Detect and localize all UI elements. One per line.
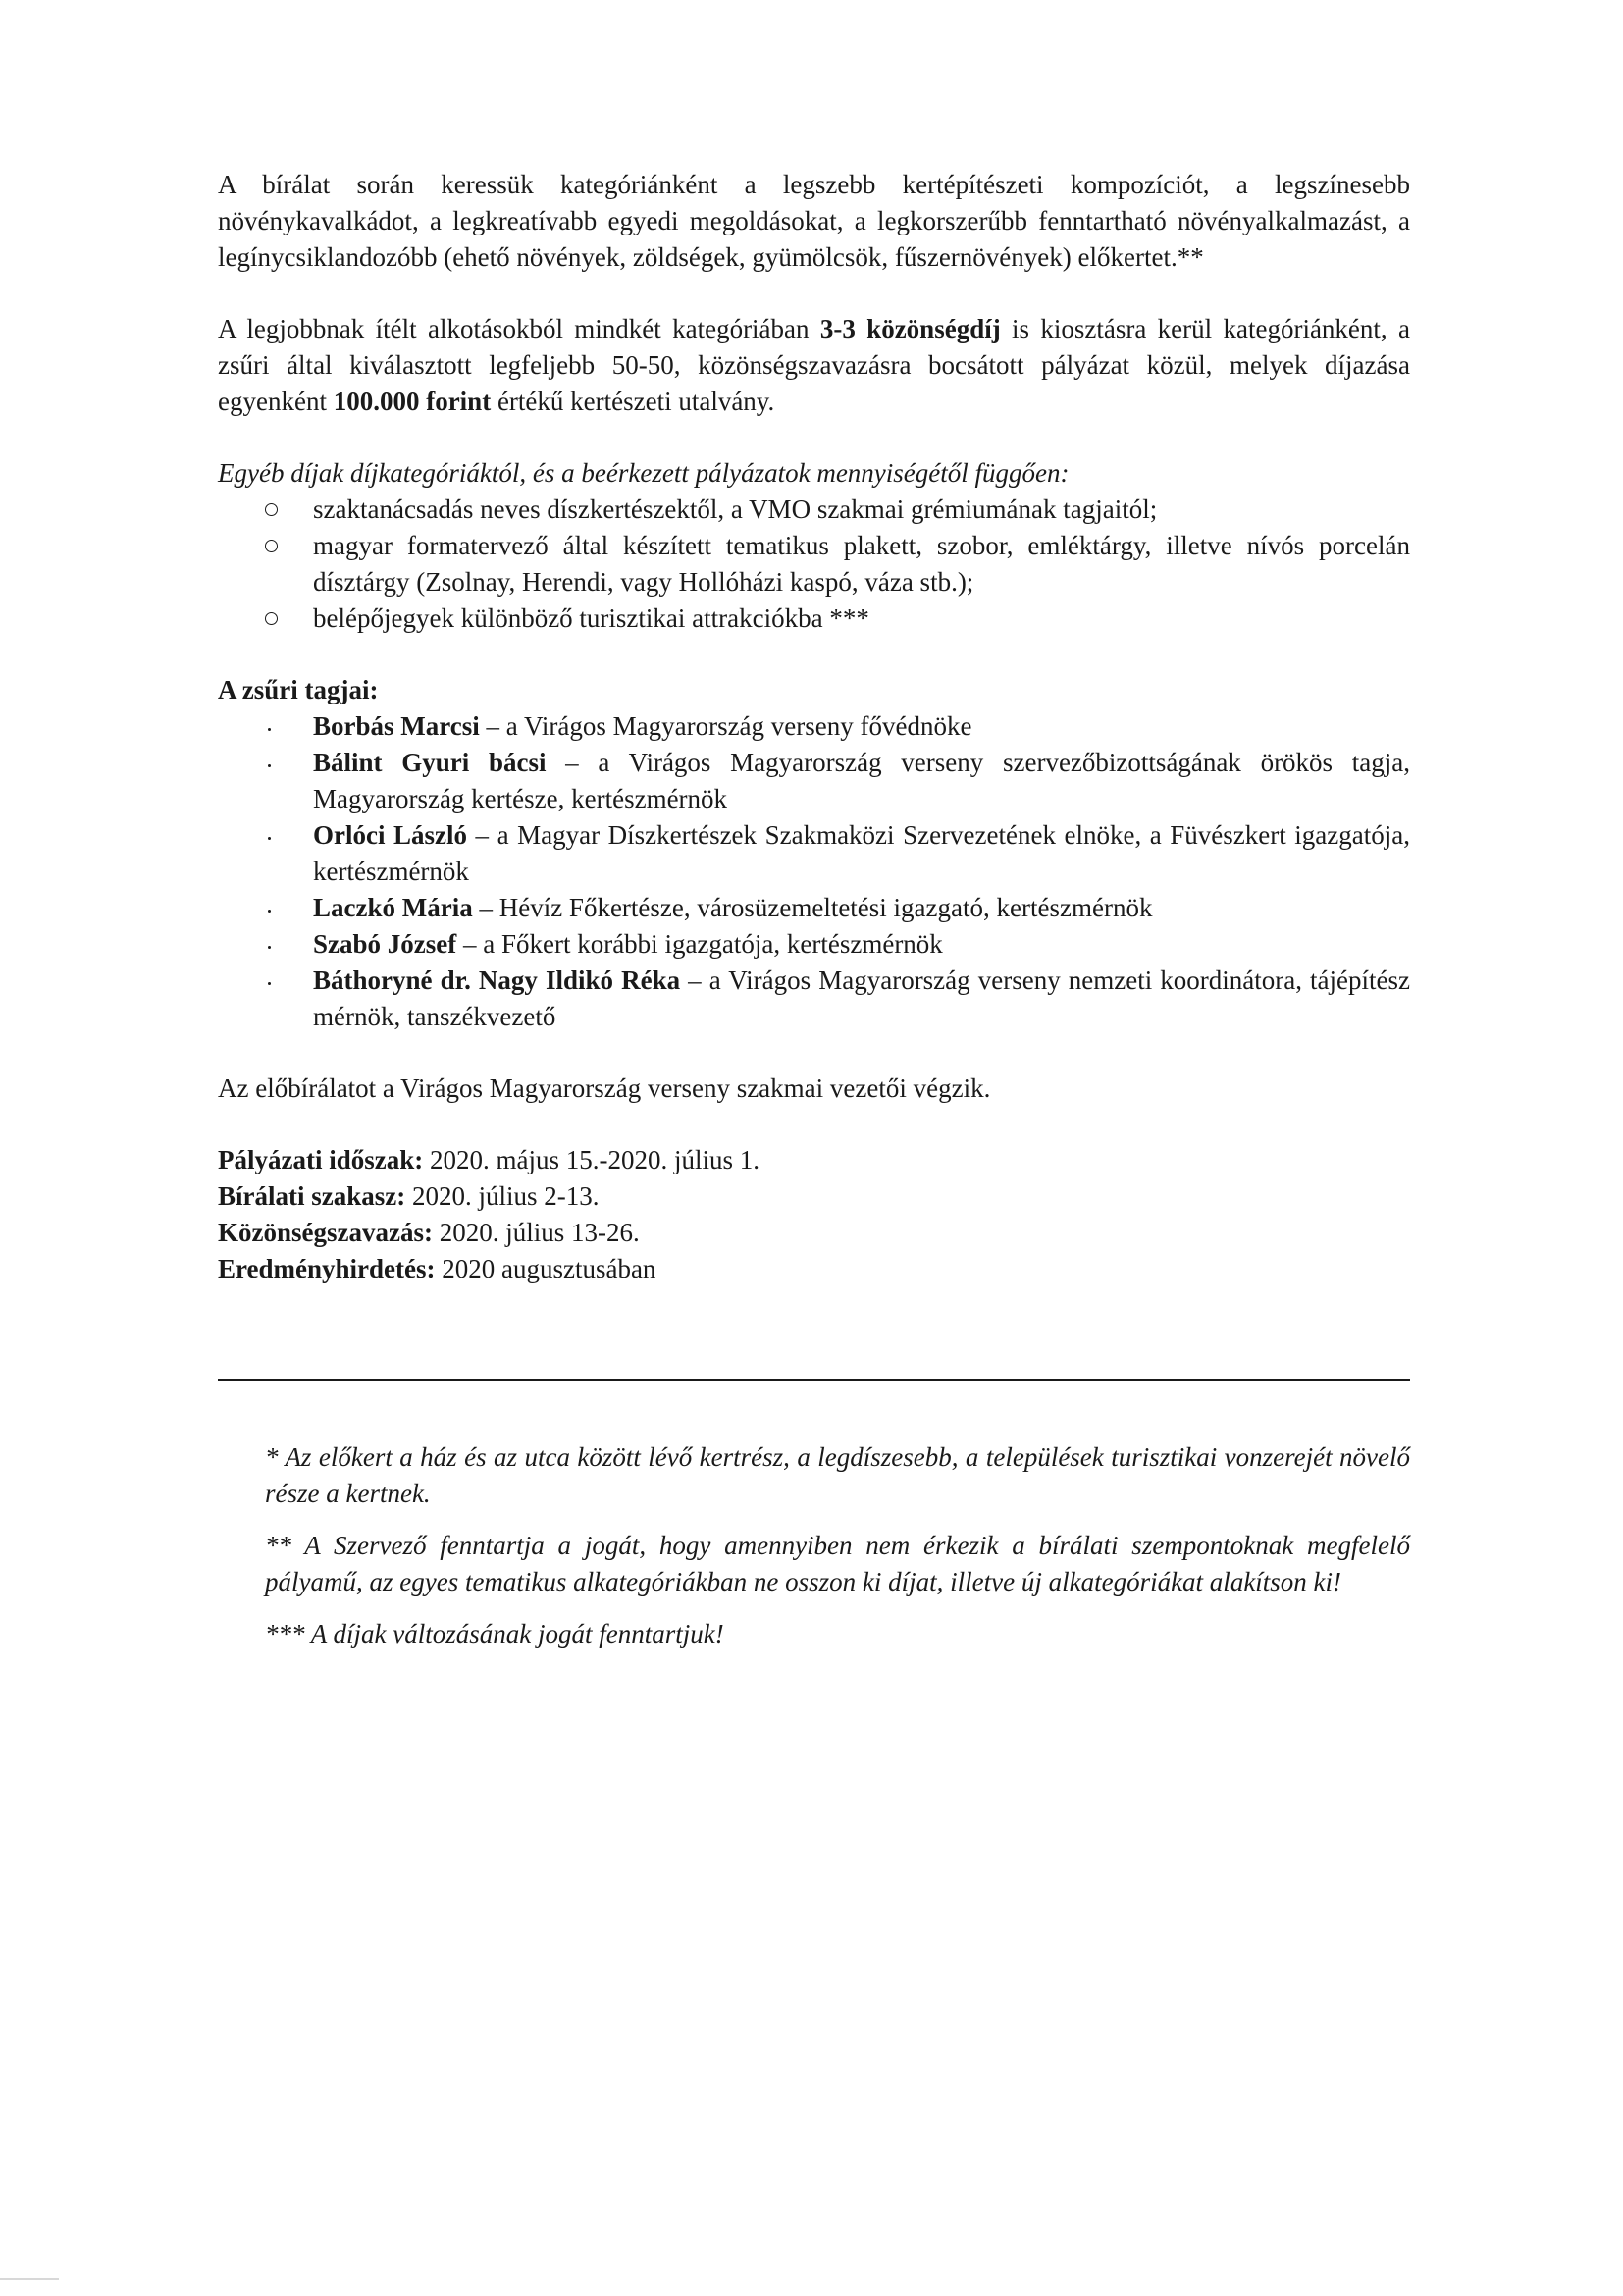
schedule-value: 2020. július 13-26. xyxy=(432,1218,640,1247)
footnotes-section xyxy=(265,1439,1410,1668)
prize-item xyxy=(218,528,1410,600)
schedule-value: 2020. július 2-13. xyxy=(405,1181,600,1211)
jury-member-role: – a Virágos Magyarország verseny nemzeti koordinátora, tájépítész mérnök, tanszékvezető xyxy=(313,965,1410,1031)
other-prizes-list xyxy=(218,492,1410,637)
jury-member-role: – a Magyar Díszkertészek Szakmaközi Szervezetének elnöke, a Füvészkert igazgatója, kertészmérnök xyxy=(313,820,1410,886)
jury-member xyxy=(218,817,1410,890)
prize-item xyxy=(218,492,1410,528)
dot-bullet-icon xyxy=(268,837,271,840)
jury-member xyxy=(218,745,1410,817)
audience-bold-count: 3-3 közönségdíj xyxy=(819,314,1001,343)
jury-member-name: Laczkó Mária xyxy=(313,893,473,922)
dot-bullet-icon xyxy=(268,728,271,731)
prize-item-text: magyar formatervező által készített tematikus plakett, szobor, emléktárgy, illetve nívós porcelán dísztárgy (Zsolnay, Herendi, vagy Hollóházi kaspó, váza stb.); xyxy=(313,531,1410,597)
jury-member-name: Borbás Marcsi xyxy=(313,711,480,741)
circle-bullet-icon xyxy=(265,540,278,552)
jury-section xyxy=(218,672,1410,1035)
jury-member-name: Orlóci László xyxy=(313,820,468,850)
audience-text-3: értékű kertészeti utalvány. xyxy=(491,387,775,416)
prize-item-text: belépőjegyek különböző turisztikai attrakciókba *** xyxy=(313,603,869,633)
jury-list xyxy=(218,708,1410,1035)
circle-bullet-icon xyxy=(265,612,278,625)
dot-bullet-icon xyxy=(268,910,271,913)
jury-member xyxy=(218,926,1410,963)
intro-paragraph: A bírálat során keressük kategóriánként a legszebb kertépítészeti kompozíciót, a legszínesebb növénykavalkádot, a legkreatívabb egyedi megoldásokat, a legkorszerűbb fenntartható növényalkalmazást, a legínycsiklandozóbb (ehető növények, zöldségek, gyümölcsök, fűszernövények) előkertet.** xyxy=(218,170,1410,272)
schedule-section xyxy=(218,1142,1410,1287)
schedule-label: Eredményhirdetés: xyxy=(218,1254,436,1283)
prize-item-text: szaktanácsadás neves díszkertészektől, a VMO szakmai grémiumának tagjaitól; xyxy=(313,495,1158,524)
jury-member xyxy=(218,890,1410,926)
jury-member-name: Báthoryné dr. Nagy Ildikó Réka xyxy=(313,965,681,995)
jury-member-role: – Hévíz Főkertésze, városüzemeltetési igazgató, kertészmérnök xyxy=(472,893,1153,922)
prejudge-paragraph: Az előbírálatot a Virágos Magyarország verseny szakmai vezetői végzik. xyxy=(218,1073,991,1103)
jury-member-name: Bálint Gyuri bácsi xyxy=(313,748,547,777)
audience-prize-paragraph xyxy=(218,311,1410,420)
audience-text-1: A legjobbnak ítélt alkotásokból mindkét kategóriában xyxy=(218,314,820,343)
audience-bold-amount: 100.000 forint xyxy=(333,387,492,416)
circle-bullet-icon xyxy=(265,503,278,516)
schedule-label: Közönségszavazás: xyxy=(218,1218,433,1247)
schedule-value: 2020. május 15.-2020. július 1. xyxy=(423,1145,759,1174)
schedule-row xyxy=(218,1178,1410,1215)
audience-text-2: is kiosztásra kerül kategóriánként, a zsűri által kiválasztott legfeljebb 50-50, közönségszavazásra bocsátott pályázat közül, melyek díjazása egyenként xyxy=(218,314,1410,416)
footnote: * Az előkert a ház és az utca között lévő kertrész, a legdíszesebb, a települések turisztikai vonzerejét növelő része a kertnek. xyxy=(265,1442,1410,1508)
footnote-divider xyxy=(218,1379,1410,1381)
jury-member xyxy=(218,708,1410,745)
schedule-row xyxy=(218,1251,1410,1287)
dot-bullet-icon xyxy=(268,764,271,767)
jury-member xyxy=(218,963,1410,1035)
dot-bullet-icon xyxy=(268,946,271,949)
schedule-label: Bírálati szakasz: xyxy=(218,1181,406,1211)
jury-member-role: – a Virágos Magyarország verseny fővédnöke xyxy=(479,711,972,741)
scan-edge-mark xyxy=(0,2278,59,2280)
prize-item xyxy=(218,600,1410,637)
jury-member-role: – a Főkert korábbi igazgatója, kertészmérnök xyxy=(456,929,943,959)
schedule-label: Pályázati időszak: xyxy=(218,1145,424,1174)
document-body xyxy=(218,167,1410,1287)
dot-bullet-icon xyxy=(268,982,271,985)
jury-member-name: Szabó József xyxy=(313,929,457,959)
jury-title: A zsűri tagjai: xyxy=(218,675,379,704)
schedule-row xyxy=(218,1142,1410,1178)
other-prizes-heading: Egyéb díjak díjkategóriáktól, és a beérkezett pályázatok mennyiségétől függően: xyxy=(218,458,1070,488)
jury-member-role: – a Virágos Magyarország verseny szervezőbizottságának örökös tagja, Magyarország kertésze, kertészmérnök xyxy=(313,748,1410,813)
footnote: *** A díjak változásának jogát fenntartjuk! xyxy=(265,1619,724,1648)
schedule-value: 2020 augusztusában xyxy=(435,1254,656,1283)
footnote: ** A Szervező fenntartja a jogát, hogy amennyiben nem érkezik a bírálati szempontoknak megfelelő pályamű, az egyes tematikus alkategóriákban ne osszon ki díjat, illetve új alkategóriákat alakítson ki! xyxy=(265,1531,1410,1596)
schedule-row xyxy=(218,1215,1410,1251)
other-prizes-section xyxy=(218,455,1410,637)
